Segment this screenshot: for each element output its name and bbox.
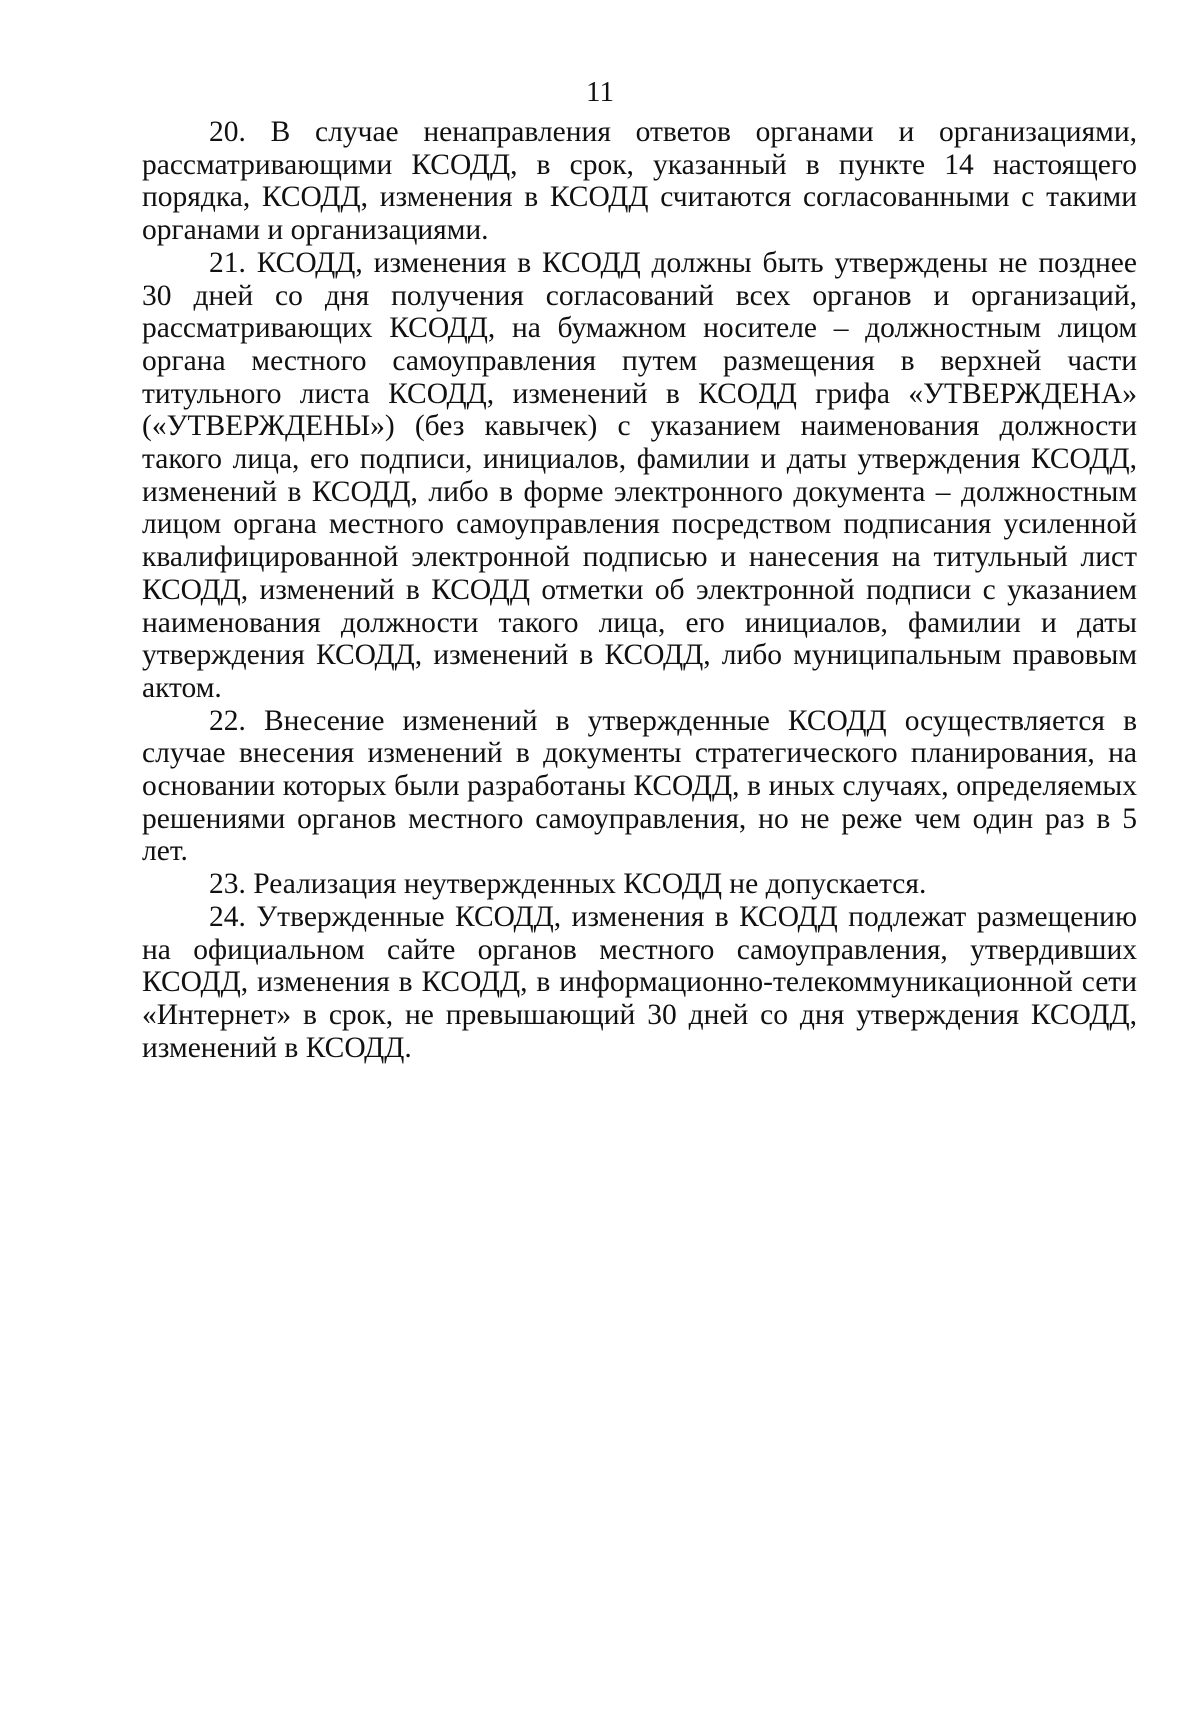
- paragraph-23: 23. Реализация неутвержденных КСОДД не допускается.: [209, 868, 927, 901]
- paragraph-20: 20. В случае ненаправления ответов органами и организациями, рассматривающими КСОДД, в срок, указанный в пункте 14 настоящего порядка, КСОДД, изменения в КСОДД считаются согласованными с такими органами и организациями.: [142, 116, 1137, 247]
- paragraph-24: 24. Утвержденные КСОДД, изменения в КСОДД подлежат размещению на официальном сайте органов местного самоуправления, утвердивших КСОДД, изменения в КСОДД, в информационно-телекоммуникационной сети «Интернет» в срок, не превышающий 30 дней со дня утверждения КСОДД, изменений в КСОДД.: [142, 900, 1137, 1064]
- paragraph-22: 22. Внесение изменений в утвержденные КСОДД осуществляется в случае внесения изменений в документы стратегического планирования, на основании которых были разработаны КСОДД, в иных случаях, определяемых решениями органов местного самоуправления, но не реже чем один раз в 5 лет.: [142, 704, 1137, 868]
- page-number: 11: [586, 76, 614, 108]
- paragraph-21: 21. КСОДД, изменения в КСОДД должны быть утверждены не позднее 30 дней со дня получения согласований всех органов и организаций, рассматривающих КСОДД, на бумажном носителе – должностным лицом органа местного самоуправления путем размещения в верхней части титульного листа КСОДД, изменений в КСОДД грифа «УТВЕРЖДЕНА» («УТВЕРЖДЕНЫ») (без кавычек) с указанием наименования должности такого лица, его подписи, инициалов, фамилии и даты утверждения КСОДД, изменений в КСОДД, либо в форме электронного документа – должностным лицом органа местного самоуправления посредством подписания усиленной квалифицированной электронной подписью и нанесения на титульный лист КСОДД, изменений в КСОДД отметки об электронной подписи с указанием наименования должности такого лица, его инициалов, фамилии и даты утверждения КСОДД, изменений в КСОДД, либо муниципальным правовым актом.: [142, 246, 1137, 704]
- document-body: [142, 116, 1137, 1064]
